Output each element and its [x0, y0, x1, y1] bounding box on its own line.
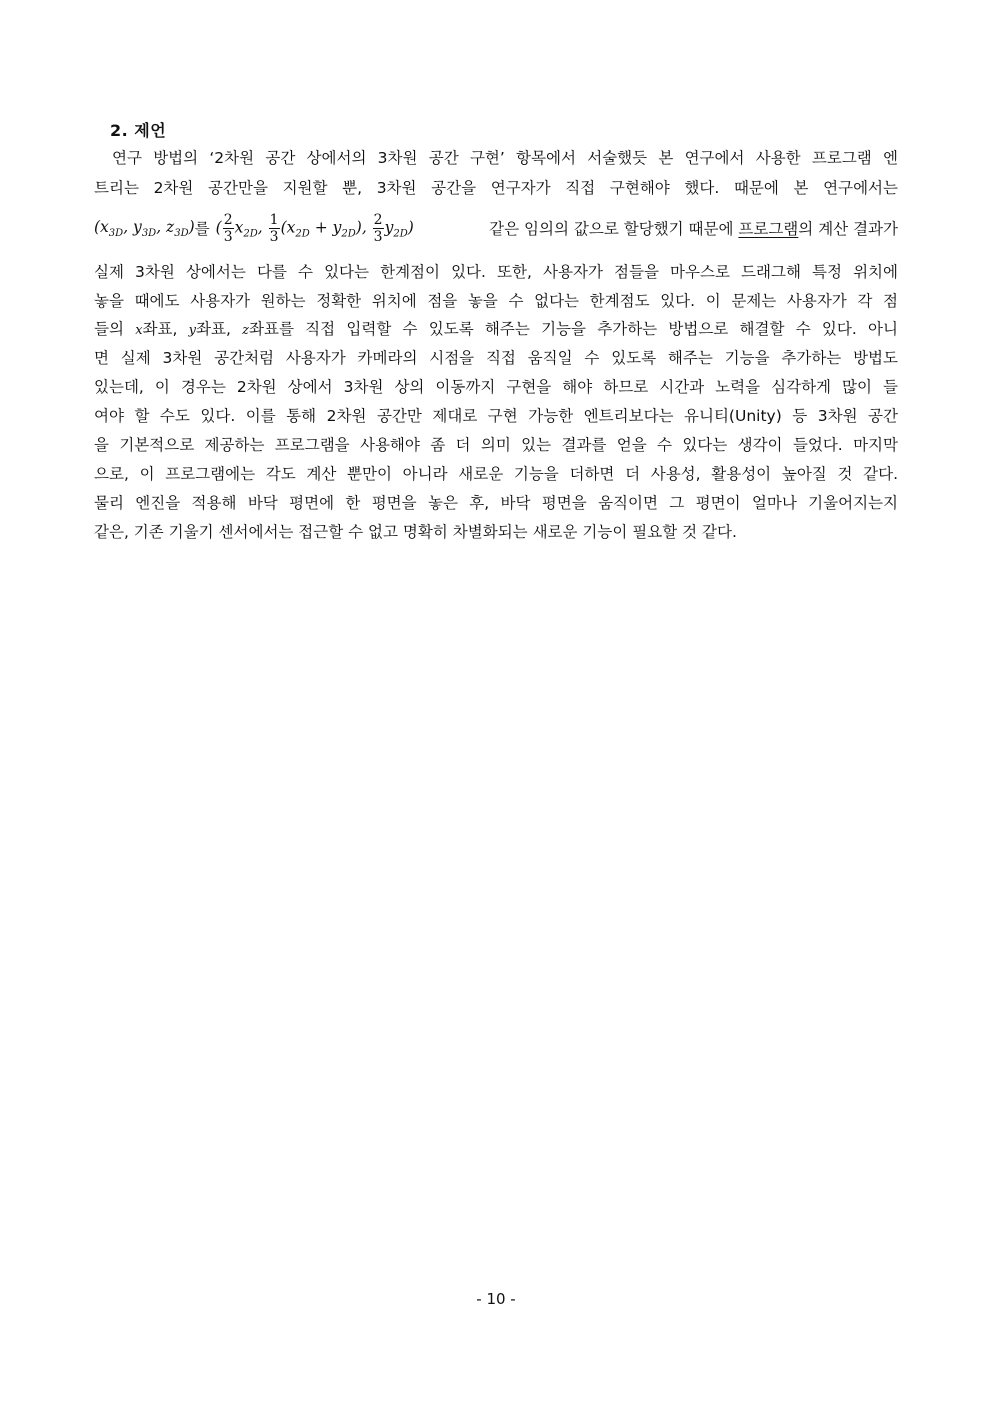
page-number: - 10 - — [476, 1290, 516, 1308]
math-expression-3d: ($x_{3D}$, $y_{3D}$, $z_{3D}$) — [94, 217, 195, 239]
line-7-text: 면 실제 3차원 공간처럼 사용자가 카메라의 시점을 직접 움직일 수 있도록 해주는 기능을 추가하는 방법도 — [94, 349, 898, 367]
paragraph-line-6 — [94, 317, 898, 343]
line-10-text: 을 기본적으로 제공하는 프로그램을 사용해야 좀 더 의미 있는 결과를 얻을 수 있다는 생각이 들었다. 마지막 — [94, 436, 898, 454]
paragraph-line-13 — [94, 520, 898, 544]
paragraph-line-4 — [94, 260, 898, 284]
paragraph-line-12 — [94, 491, 898, 515]
section-heading: 2. 제언 — [110, 121, 167, 140]
line-3-text-b: 같은 임의의 값으로 할당했기 때문에 프로그램의 계산 결과가 — [489, 220, 898, 238]
line-4-text: 실제 3차원 상에서는 다를 수 있다는 한계점이 있다. 또한, 사용자가 점들을 마우스로 드래그해 특정 위치에 — [94, 263, 898, 281]
paragraph-line-1 — [112, 146, 898, 170]
paragraph-line-9 — [94, 404, 898, 428]
line-2-text: 트리는 2차원 공간만을 지원할 뿐, 3차원 공간을 연구자가 직접 구현해야 했다. 때문에 본 연구에서는 — [94, 179, 898, 197]
var-z: z — [242, 323, 250, 338]
paragraph-line-5 — [94, 289, 898, 313]
line-1-text: 연구 방법의 ‘2차원 공간 상에서의 3차원 공간 구현’ 항목에서 서술했듯 본 연구에서 사용한 프로그램 엔 — [112, 149, 898, 167]
line-6-text-d: 좌표를 직접 입력할 수 있도록 해주는 기능을 추가하는 방법으로 해결할 수 있다. 아니 — [249, 320, 898, 338]
paragraph-line-3 — [94, 208, 898, 248]
paragraph-line-8 — [94, 375, 898, 399]
line-6-text-b: 좌표, — [142, 320, 178, 338]
paragraph-line-10 — [94, 433, 898, 457]
line-13-text: 같은, 기존 기울기 센서에서는 접근할 수 없고 명확히 차별화되는 새로운 기능이 필요할 것 같다. — [94, 523, 737, 541]
line-6-text-c: 좌표, — [196, 320, 231, 338]
math-expression-2d: ( $\frac{2}{3}$ $x_{2D}$, $\frac{1}{3}$ $(x_{2D} + y_{2D})$, $\frac{2}{3}$ $y_{2D}$) — [215, 211, 414, 245]
paragraph-line-2 — [94, 176, 898, 200]
var-x: x — [135, 323, 143, 338]
line-5-text: 놓을 때에도 사용자가 원하는 정확한 위치에 점을 놓을 수 없다는 한계점도 있다. 이 문제는 사용자가 각 점 — [94, 292, 898, 310]
paragraph-line-7 — [94, 346, 898, 370]
paragraph-line-11 — [94, 462, 898, 486]
line-6-text-a: 들의 — [94, 320, 124, 338]
line-3-text-a: 를 — [194, 220, 210, 238]
var-y: y — [188, 323, 197, 338]
line-8-text: 있는데, 이 경우는 2차원 상에서 3차원 상의 이동까지 구현을 해야 하므로 시간과 노력을 심각하게 많이 들 — [94, 378, 898, 396]
line-11-text: 으로, 이 프로그램에는 각도 계산 뿐만이 아니라 새로운 기능을 더하면 더 사용성, 활용성이 높아질 것 같다. — [94, 465, 898, 483]
line-9-text: 여야 할 수도 있다. 이를 통해 2차원 공간만 제대로 구현 가능한 엔트리보다는 유니티(Unity) 등 3차원 공간 — [94, 407, 898, 425]
line-12-text: 물리 엔진을 적용해 바닥 평면에 한 평면을 놓은 후, 바닥 평면을 움직이면 그 평면이 얼마나 기울어지는지 — [94, 494, 898, 512]
